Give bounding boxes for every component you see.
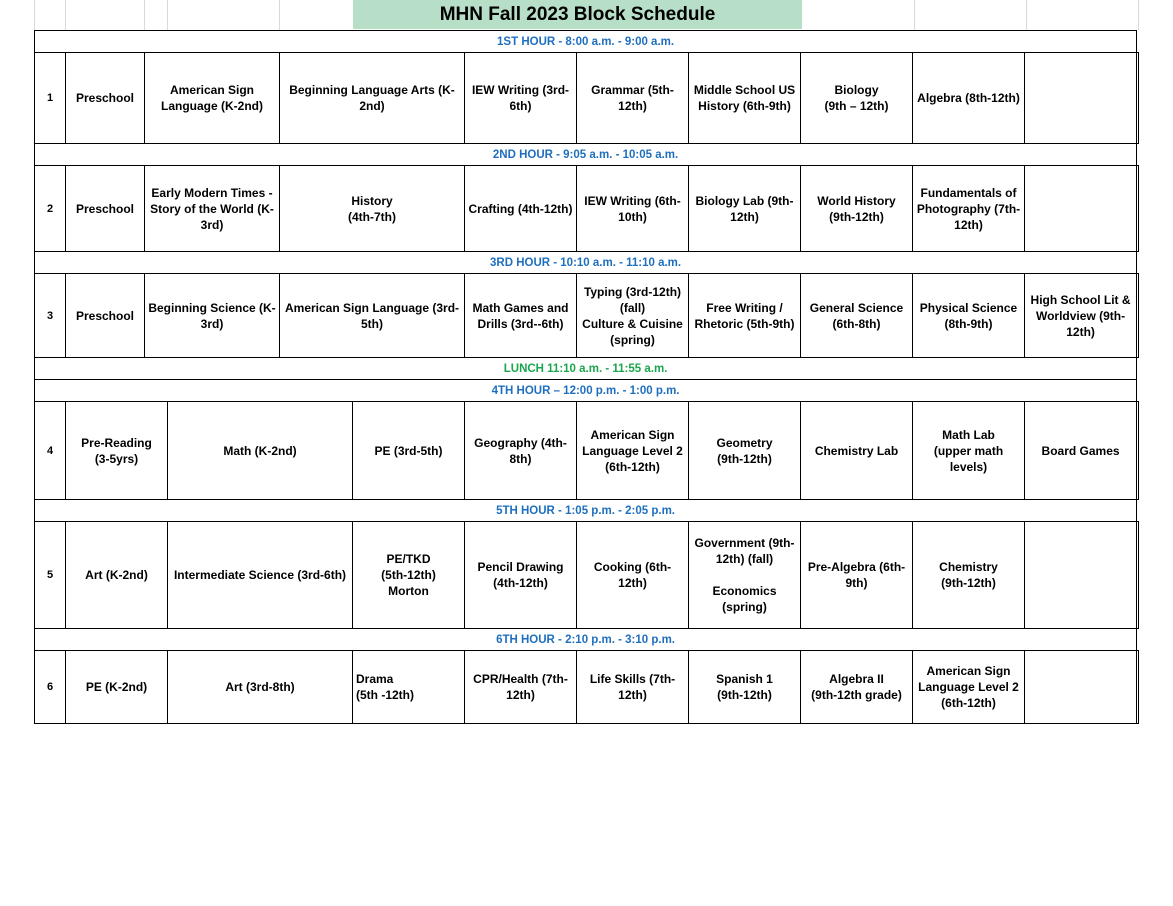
class-cell: American Sign Language Level 2 (6th-12th) [577,402,689,500]
class-cell: General Science (6th-8th) [801,274,913,358]
class-cell: Pre-Algebra (6th-9th) [801,522,913,629]
class-cell: Math Lab (upper math levels) [913,402,1025,500]
hour-header-row [35,629,1139,651]
class-cell: PE/TKD (5th-12th) Morton [353,522,465,629]
class-cell: Algebra II (9th-12th grade) [801,651,913,724]
class-cell: Pre-Reading (3-5yrs) [66,402,168,500]
class-cell: Art (3rd-8th) [168,651,353,724]
class-cell: Biology (9th – 12th) [801,53,913,144]
class-cell [1137,166,1139,252]
class-cell: Preschool [66,274,145,358]
hour-header-label: 1ST HOUR - 8:00 a.m. - 9:00 a.m. [35,31,1137,53]
hour-header-row [35,252,1139,274]
hour-number: 6 [35,651,66,724]
class-cell: Biology Lab (9th-12th) [689,166,801,252]
class-cell [1137,651,1139,724]
hour-header-label: 5TH HOUR - 1:05 p.m. - 2:05 p.m. [35,500,1137,522]
class-cell: Government (9th-12th) (fall) Economics (spring) [689,522,801,629]
hour-header-row [35,31,1139,53]
class-cell: PE (3rd-5th) [353,402,465,500]
empty-cell [1025,522,1137,629]
class-cell: American Sign Language Level 2 (6th-12th) [913,651,1025,724]
hour-number: 1 [35,53,66,144]
class-cell: Physical Science (8th-9th) [913,274,1025,358]
hour-header-label: 4TH HOUR – 12:00 p.m. - 1:00 p.m. [35,380,1137,402]
class-cell: Art (K-2nd) [66,522,168,629]
class-cell: Geography (4th-8th) [465,402,577,500]
class-cell: Beginning Language Arts (K-2nd) [280,53,465,144]
class-cell: CPR/Health (7th-12th) [465,651,577,724]
class-cell: World History (9th-12th) [801,166,913,252]
class-cell: PE (K-2nd) [66,651,168,724]
schedule-table [34,30,1139,724]
class-cell: High School Lit & Worldview (9th-12th) [1025,274,1137,358]
page-title: MHN Fall 2023 Block Schedule [353,0,802,29]
lunch-row [35,358,1139,380]
class-cell: American Sign Language (3rd-5th) [280,274,465,358]
class-cell: Cooking (6th-12th) [577,522,689,629]
class-cell: Board Games [1025,402,1137,500]
class-cell: IEW Writing (3rd-6th) [465,53,577,144]
hour-number: 4 [35,402,66,500]
empty-cell [1025,651,1137,724]
class-row-5 [35,522,1139,629]
hour-header-row [35,144,1139,166]
class-cell [1137,522,1139,629]
class-row-2 [35,166,1139,252]
class-row-1 [35,53,1139,144]
class-cell: Intermediate Science (3rd-6th) [168,522,353,629]
class-cell: Early Modern Times - Story of the World (K-3rd) [145,166,280,252]
class-cell: IEW Writing (6th-10th) [577,166,689,252]
class-cell: Beginning Science (K-3rd) [145,274,280,358]
class-cell: Math Games and Drills (3rd--6th) [465,274,577,358]
class-cell: Fundamentals of Photography (7th-12th) [913,166,1025,252]
class-cell [1137,274,1139,358]
lunch-label: LUNCH 11:10 a.m. - 11:55 a.m. [35,358,1137,380]
class-cell: Algebra (8th-12th) [913,53,1025,144]
class-row-6 [35,651,1139,724]
class-cell: Preschool [66,53,145,144]
class-cell: History (4th-7th) [280,166,465,252]
class-cell: Typing (3rd-12th) (fall) Culture & Cuisine (spring) [577,274,689,358]
empty-cell [1025,53,1137,144]
class-cell: Middle School US History (6th-9th) [689,53,801,144]
class-cell: Free Writing / Rhetoric (5th-9th) [689,274,801,358]
hour-number: 5 [35,522,66,629]
class-row-3 [35,274,1139,358]
class-cell: Pencil Drawing (4th-12th) [465,522,577,629]
class-cell: Chemistry Lab [801,402,913,500]
class-cell [1137,402,1139,500]
class-cell: Grammar (5th-12th) [577,53,689,144]
class-cell: American Sign Language (K-2nd) [145,53,280,144]
class-cell: Life Skills (7th-12th) [577,651,689,724]
class-cell: Crafting (4th-12th) [465,166,577,252]
class-cell: Spanish 1 (9th-12th) [689,651,801,724]
class-cell [1137,53,1139,144]
hour-header-label: 6TH HOUR - 2:10 p.m. - 3:10 p.m. [35,629,1137,651]
class-cell: Geometry (9th-12th) [689,402,801,500]
hour-header-label: 3RD HOUR - 10:10 a.m. - 11:10 a.m. [35,252,1137,274]
class-cell: Chemistry (9th-12th) [913,522,1025,629]
hour-header-label: 2ND HOUR - 9:05 a.m. - 10:05 a.m. [35,144,1137,166]
hour-number: 3 [35,274,66,358]
class-cell: Preschool [66,166,145,252]
hour-header-row [35,380,1139,402]
hour-number: 2 [35,166,66,252]
hour-header-row [35,500,1139,522]
class-cell: Math (K-2nd) [168,402,353,500]
class-row-4 [35,402,1139,500]
class-cell: Drama (5th -12th) [353,651,465,724]
empty-cell [1025,166,1137,252]
